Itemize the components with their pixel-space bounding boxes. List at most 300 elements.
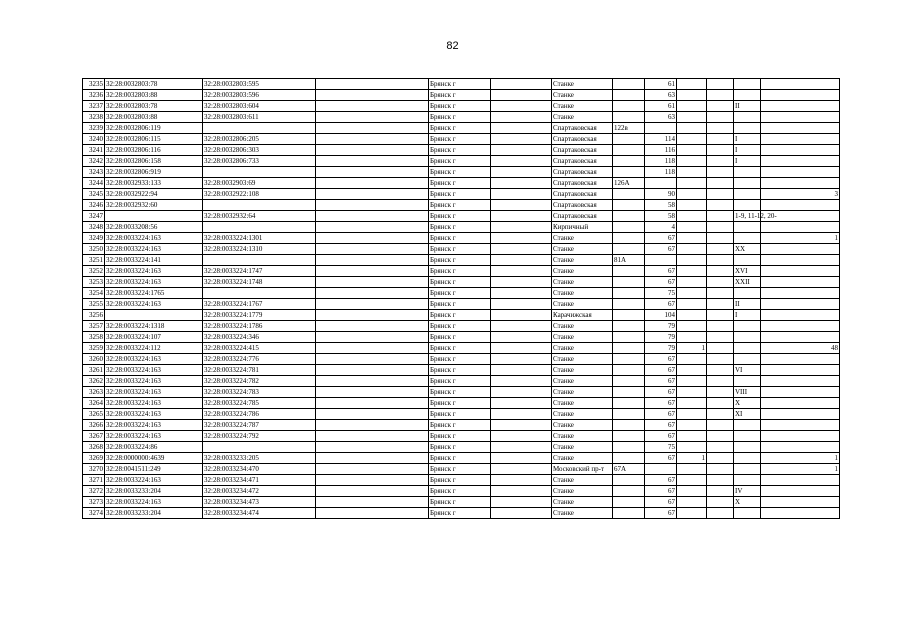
- row-number-cell: 3266: [83, 420, 105, 431]
- city-cell: Брянск г: [429, 431, 491, 442]
- extra-number-cell: [316, 156, 429, 167]
- city-cell: Брянск г: [429, 442, 491, 453]
- liter-cell: [707, 299, 734, 310]
- table-row: [83, 178, 840, 189]
- city-cell: Брянск г: [429, 167, 491, 178]
- row-number-cell: 3251: [83, 255, 105, 266]
- extra-number-cell: [316, 486, 429, 497]
- district-cell: [491, 365, 552, 376]
- row-number-cell: 3255: [83, 299, 105, 310]
- extra-number-cell: [316, 354, 429, 365]
- row-number-cell: 3253: [83, 277, 105, 288]
- building-cell: [677, 420, 707, 431]
- cadastral-number-cell: 32:28:0032932:60: [105, 200, 203, 211]
- cadastral-number-cell: 32:28:0032806:919: [105, 167, 203, 178]
- district-cell: [491, 332, 552, 343]
- table-row: [83, 321, 840, 332]
- apartment-cell: [761, 90, 840, 101]
- table-row: [83, 486, 840, 497]
- district-cell: [491, 486, 552, 497]
- house-number-cell: 90: [645, 189, 677, 200]
- house-number-cell: 67: [645, 233, 677, 244]
- building-cell: [677, 409, 707, 420]
- cadastral-number-cell: 32:28:0032803:78: [105, 79, 203, 90]
- house-letter-cell: [613, 189, 645, 200]
- house-letter-cell: 126А: [613, 178, 645, 189]
- extra-number-cell: [316, 244, 429, 255]
- premises-cell: [734, 453, 761, 464]
- building-cadastral-number-cell: 32:28:0033224:1748: [203, 277, 316, 288]
- table-row: [83, 398, 840, 409]
- row-number-cell: 3270: [83, 464, 105, 475]
- street-cell: Станке: [552, 299, 613, 310]
- cadastral-number-cell: 32:28:0032806:115: [105, 134, 203, 145]
- building-cadastral-number-cell: 32:28:0033224:785: [203, 398, 316, 409]
- house-letter-cell: [613, 310, 645, 321]
- extra-number-cell: [316, 288, 429, 299]
- cadastral-number-cell: [105, 310, 203, 321]
- house-number-cell: 67: [645, 431, 677, 442]
- table-row: [83, 79, 840, 90]
- row-number-cell: 3264: [83, 398, 105, 409]
- row-number-cell: 3237: [83, 101, 105, 112]
- liter-cell: [707, 431, 734, 442]
- table-row: [83, 123, 840, 134]
- liter-cell: [707, 112, 734, 123]
- liter-cell: [707, 343, 734, 354]
- building-cadastral-number-cell: 32:28:0033224:1747: [203, 266, 316, 277]
- building-cell: [677, 200, 707, 211]
- extra-number-cell: [316, 343, 429, 354]
- building-cell: [677, 398, 707, 409]
- table-row: [83, 156, 840, 167]
- city-cell: Брянск г: [429, 332, 491, 343]
- apartment-cell: [761, 442, 840, 453]
- cadastral-number-cell: [105, 211, 203, 222]
- house-number-cell: 67: [645, 409, 677, 420]
- liter-cell: [707, 310, 734, 321]
- apartment-cell: [761, 145, 840, 156]
- building-cadastral-number-cell: 32:28:0033224:782: [203, 376, 316, 387]
- liter-cell: [707, 244, 734, 255]
- street-cell: Станке: [552, 354, 613, 365]
- cadastral-number-cell: 32:28:0032922:94: [105, 189, 203, 200]
- house-letter-cell: [613, 134, 645, 145]
- liter-cell: [707, 453, 734, 464]
- premises-cell: [734, 222, 761, 233]
- premises-cell: XI: [734, 409, 761, 420]
- city-cell: Брянск г: [429, 156, 491, 167]
- extra-number-cell: [316, 200, 429, 211]
- extra-number-cell: [316, 365, 429, 376]
- city-cell: Брянск г: [429, 310, 491, 321]
- premises-cell: [734, 112, 761, 123]
- table-row: [83, 90, 840, 101]
- row-number-cell: 3265: [83, 409, 105, 420]
- city-cell: Брянск г: [429, 255, 491, 266]
- house-number-cell: 67: [645, 244, 677, 255]
- apartment-cell: [761, 156, 840, 167]
- liter-cell: [707, 101, 734, 112]
- building-cell: [677, 354, 707, 365]
- district-cell: [491, 277, 552, 288]
- cadastral-number-cell: 32:28:0032806:116: [105, 145, 203, 156]
- table-row: [83, 255, 840, 266]
- building-cell: [677, 442, 707, 453]
- street-cell: Станке: [552, 475, 613, 486]
- apartment-cell: [761, 178, 840, 189]
- building-cadastral-number-cell: 32:28:0033234:470: [203, 464, 316, 475]
- apartment-cell: [761, 398, 840, 409]
- apartment-cell: 1: [761, 453, 840, 464]
- street-cell: Станке: [552, 321, 613, 332]
- district-cell: [491, 167, 552, 178]
- district-cell: [491, 211, 552, 222]
- premises-cell: [734, 288, 761, 299]
- cadastral-number-cell: 32:28:0032806:158: [105, 156, 203, 167]
- row-number-cell: 3269: [83, 453, 105, 464]
- premises-cell: [734, 79, 761, 90]
- house-letter-cell: [613, 321, 645, 332]
- house-letter-cell: [613, 354, 645, 365]
- street-cell: Московский пр-т: [552, 464, 613, 475]
- building-cell: [677, 189, 707, 200]
- row-number-cell: 3244: [83, 178, 105, 189]
- house-number-cell: 79: [645, 343, 677, 354]
- street-cell: Спартаковская: [552, 145, 613, 156]
- building-cell: [677, 486, 707, 497]
- building-cadastral-number-cell: [203, 442, 316, 453]
- liter-cell: [707, 321, 734, 332]
- row-number-cell: 3254: [83, 288, 105, 299]
- district-cell: [491, 101, 552, 112]
- liter-cell: [707, 376, 734, 387]
- house-number-cell: [645, 255, 677, 266]
- liter-cell: [707, 255, 734, 266]
- liter-cell: [707, 464, 734, 475]
- row-number-cell: 3235: [83, 79, 105, 90]
- house-letter-cell: [613, 233, 645, 244]
- table-row: [83, 310, 840, 321]
- building-cell: [677, 211, 707, 222]
- premises-cell: I: [734, 134, 761, 145]
- house-letter-cell: [613, 266, 645, 277]
- premises-cell: [734, 321, 761, 332]
- row-number-cell: 3274: [83, 508, 105, 519]
- table-row: [83, 453, 840, 464]
- apartment-cell: [761, 200, 840, 211]
- table-row: [83, 442, 840, 453]
- liter-cell: [707, 387, 734, 398]
- city-cell: Брянск г: [429, 486, 491, 497]
- row-number-cell: 3259: [83, 343, 105, 354]
- house-letter-cell: 67А: [613, 464, 645, 475]
- cadastral-number-cell: 32:28:0033224:107: [105, 332, 203, 343]
- district-cell: [491, 398, 552, 409]
- district-cell: [491, 288, 552, 299]
- house-letter-cell: [613, 79, 645, 90]
- cadastral-number-cell: 32:28:0033224:1765: [105, 288, 203, 299]
- row-number-cell: 3240: [83, 134, 105, 145]
- district-cell: [491, 134, 552, 145]
- row-number-cell: 3238: [83, 112, 105, 123]
- building-cadastral-number-cell: [203, 255, 316, 266]
- premises-cell: [734, 431, 761, 442]
- table-row: [83, 277, 840, 288]
- row-number-cell: 3245: [83, 189, 105, 200]
- street-cell: Карачижская: [552, 310, 613, 321]
- row-number-cell: 3241: [83, 145, 105, 156]
- city-cell: Брянск г: [429, 101, 491, 112]
- extra-number-cell: [316, 431, 429, 442]
- city-cell: Брянск г: [429, 211, 491, 222]
- extra-number-cell: [316, 475, 429, 486]
- house-letter-cell: [613, 90, 645, 101]
- table-row: [83, 233, 840, 244]
- city-cell: Брянск г: [429, 178, 491, 189]
- building-cadastral-number-cell: 32:28:0033224:1786: [203, 321, 316, 332]
- house-number-cell: 67: [645, 398, 677, 409]
- building-cell: [677, 332, 707, 343]
- district-cell: [491, 123, 552, 134]
- apartment-cell: [761, 365, 840, 376]
- district-cell: [491, 431, 552, 442]
- premises-cell: [734, 354, 761, 365]
- house-number-cell: 67: [645, 475, 677, 486]
- premises-cell: [734, 464, 761, 475]
- house-letter-cell: [613, 101, 645, 112]
- apartment-cell: [761, 475, 840, 486]
- cadastral-number-cell: 32:28:0033224:163: [105, 299, 203, 310]
- row-number-cell: 3248: [83, 222, 105, 233]
- table-row: [83, 299, 840, 310]
- city-cell: Брянск г: [429, 420, 491, 431]
- cadastral-number-cell: 32:28:0032933:133: [105, 178, 203, 189]
- street-cell: Спартаковская: [552, 211, 613, 222]
- house-number-cell: [645, 178, 677, 189]
- table-row: [83, 409, 840, 420]
- liter-cell: [707, 332, 734, 343]
- row-number-cell: 3272: [83, 486, 105, 497]
- property-registry-table: [82, 78, 840, 519]
- street-cell: Станке: [552, 90, 613, 101]
- district-cell: [491, 244, 552, 255]
- district-cell: [491, 145, 552, 156]
- apartment-cell: [761, 420, 840, 431]
- district-cell: [491, 200, 552, 211]
- district-cell: [491, 354, 552, 365]
- liter-cell: [707, 211, 734, 222]
- city-cell: Брянск г: [429, 200, 491, 211]
- street-cell: Станке: [552, 497, 613, 508]
- building-cell: [677, 134, 707, 145]
- building-cell: 1: [677, 343, 707, 354]
- apartment-cell: [761, 332, 840, 343]
- premises-cell: [734, 233, 761, 244]
- city-cell: Брянск г: [429, 365, 491, 376]
- liter-cell: [707, 167, 734, 178]
- row-number-cell: 3261: [83, 365, 105, 376]
- extra-number-cell: [316, 101, 429, 112]
- liter-cell: [707, 420, 734, 431]
- extra-number-cell: [316, 310, 429, 321]
- house-letter-cell: [613, 453, 645, 464]
- apartment-cell: [761, 310, 840, 321]
- street-cell: Станке: [552, 365, 613, 376]
- house-number-cell: 67: [645, 266, 677, 277]
- city-cell: Брянск г: [429, 376, 491, 387]
- table-row: [83, 101, 840, 112]
- building-cell: [677, 321, 707, 332]
- extra-number-cell: [316, 464, 429, 475]
- building-cell: [677, 310, 707, 321]
- house-number-cell: 118: [645, 156, 677, 167]
- building-cadastral-number-cell: 32:28:0033234:472: [203, 486, 316, 497]
- building-cadastral-number-cell: [203, 200, 316, 211]
- liter-cell: [707, 123, 734, 134]
- cadastral-number-cell: 32:28:0032803:88: [105, 90, 203, 101]
- table-row: [83, 288, 840, 299]
- street-cell: Станке: [552, 376, 613, 387]
- extra-number-cell: [316, 398, 429, 409]
- building-cell: [677, 266, 707, 277]
- table-row: [83, 211, 840, 222]
- table-row: [83, 145, 840, 156]
- premises-cell: [734, 442, 761, 453]
- table-row: [83, 464, 840, 475]
- extra-number-cell: [316, 497, 429, 508]
- table-row: [83, 134, 840, 145]
- row-number-cell: 3236: [83, 90, 105, 101]
- district-cell: [491, 464, 552, 475]
- house-letter-cell: [613, 409, 645, 420]
- house-letter-cell: [613, 497, 645, 508]
- cadastral-number-cell: 32:28:0033224:141: [105, 255, 203, 266]
- house-number-cell: 79: [645, 321, 677, 332]
- house-letter-cell: [613, 332, 645, 343]
- building-cadastral-number-cell: 32:28:0033224:1767: [203, 299, 316, 310]
- house-number-cell: 58: [645, 211, 677, 222]
- district-cell: [491, 409, 552, 420]
- city-cell: Брянск г: [429, 145, 491, 156]
- building-cadastral-number-cell: 32:28:0033224:786: [203, 409, 316, 420]
- liter-cell: [707, 266, 734, 277]
- premises-cell: [734, 332, 761, 343]
- apartment-cell: [761, 134, 840, 145]
- apartment-cell: [761, 255, 840, 266]
- street-cell: Спартаковская: [552, 123, 613, 134]
- cadastral-number-cell: 32:28:0033224:112: [105, 343, 203, 354]
- premises-cell: VI: [734, 365, 761, 376]
- building-cadastral-number-cell: 32:28:0033224:781: [203, 365, 316, 376]
- street-cell: Станке: [552, 255, 613, 266]
- premises-cell: IV: [734, 486, 761, 497]
- district-cell: [491, 475, 552, 486]
- street-cell: Станке: [552, 266, 613, 277]
- cadastral-number-cell: 32:28:0033233:204: [105, 486, 203, 497]
- house-letter-cell: [613, 398, 645, 409]
- street-cell: Спартаковская: [552, 156, 613, 167]
- district-cell: [491, 420, 552, 431]
- cadastral-number-cell: 32:28:0032803:78: [105, 101, 203, 112]
- premises-cell: [734, 200, 761, 211]
- row-number-cell: 3260: [83, 354, 105, 365]
- house-number-cell: 67: [645, 420, 677, 431]
- row-number-cell: 3262: [83, 376, 105, 387]
- house-number-cell: 67: [645, 508, 677, 519]
- building-cadastral-number-cell: 32:28:0033224:776: [203, 354, 316, 365]
- liter-cell: [707, 486, 734, 497]
- district-cell: [491, 178, 552, 189]
- cadastral-number-cell: 32:28:0032806:119: [105, 123, 203, 134]
- extra-number-cell: [316, 222, 429, 233]
- extra-number-cell: [316, 189, 429, 200]
- table-row: [83, 266, 840, 277]
- apartment-cell: [761, 431, 840, 442]
- building-cell: 1: [677, 453, 707, 464]
- street-cell: Кирпичный: [552, 222, 613, 233]
- house-letter-cell: [613, 343, 645, 354]
- table-body: [83, 79, 840, 519]
- apartment-cell: 48: [761, 343, 840, 354]
- building-cell: [677, 178, 707, 189]
- premises-cell: XXII: [734, 277, 761, 288]
- table-row: [83, 200, 840, 211]
- city-cell: Брянск г: [429, 398, 491, 409]
- premises-cell: X: [734, 497, 761, 508]
- district-cell: [491, 112, 552, 123]
- city-cell: Брянск г: [429, 409, 491, 420]
- building-cell: [677, 464, 707, 475]
- district-cell: [491, 189, 552, 200]
- house-number-cell: 75: [645, 442, 677, 453]
- street-cell: Станке: [552, 486, 613, 497]
- district-cell: [491, 453, 552, 464]
- building-cadastral-number-cell: [203, 123, 316, 134]
- table-row: [83, 112, 840, 123]
- building-cell: [677, 79, 707, 90]
- extra-number-cell: [316, 376, 429, 387]
- row-number-cell: 3271: [83, 475, 105, 486]
- liter-cell: [707, 409, 734, 420]
- cadastral-number-cell: 32:28:0033224:163: [105, 497, 203, 508]
- premises-cell: XX: [734, 244, 761, 255]
- district-cell: [491, 343, 552, 354]
- house-number-cell: 79: [645, 332, 677, 343]
- extra-number-cell: [316, 508, 429, 519]
- house-number-cell: 67: [645, 486, 677, 497]
- street-cell: Станке: [552, 453, 613, 464]
- city-cell: Брянск г: [429, 288, 491, 299]
- apartment-cell: [761, 299, 840, 310]
- building-cadastral-number-cell: 32:28:0033224:1301: [203, 233, 316, 244]
- street-cell: Станке: [552, 288, 613, 299]
- building-cell: [677, 145, 707, 156]
- house-letter-cell: 122в: [613, 123, 645, 134]
- building-cadastral-number-cell: 32:28:0033224:792: [203, 431, 316, 442]
- table-row: [83, 343, 840, 354]
- apartment-cell: 1: [761, 464, 840, 475]
- row-number-cell: 3258: [83, 332, 105, 343]
- extra-number-cell: [316, 277, 429, 288]
- building-cadastral-number-cell: 32:28:0033234:474: [203, 508, 316, 519]
- street-cell: Станке: [552, 343, 613, 354]
- liter-cell: [707, 222, 734, 233]
- extra-number-cell: [316, 167, 429, 178]
- city-cell: Брянск г: [429, 90, 491, 101]
- table-row: [83, 508, 840, 519]
- extra-number-cell: [316, 233, 429, 244]
